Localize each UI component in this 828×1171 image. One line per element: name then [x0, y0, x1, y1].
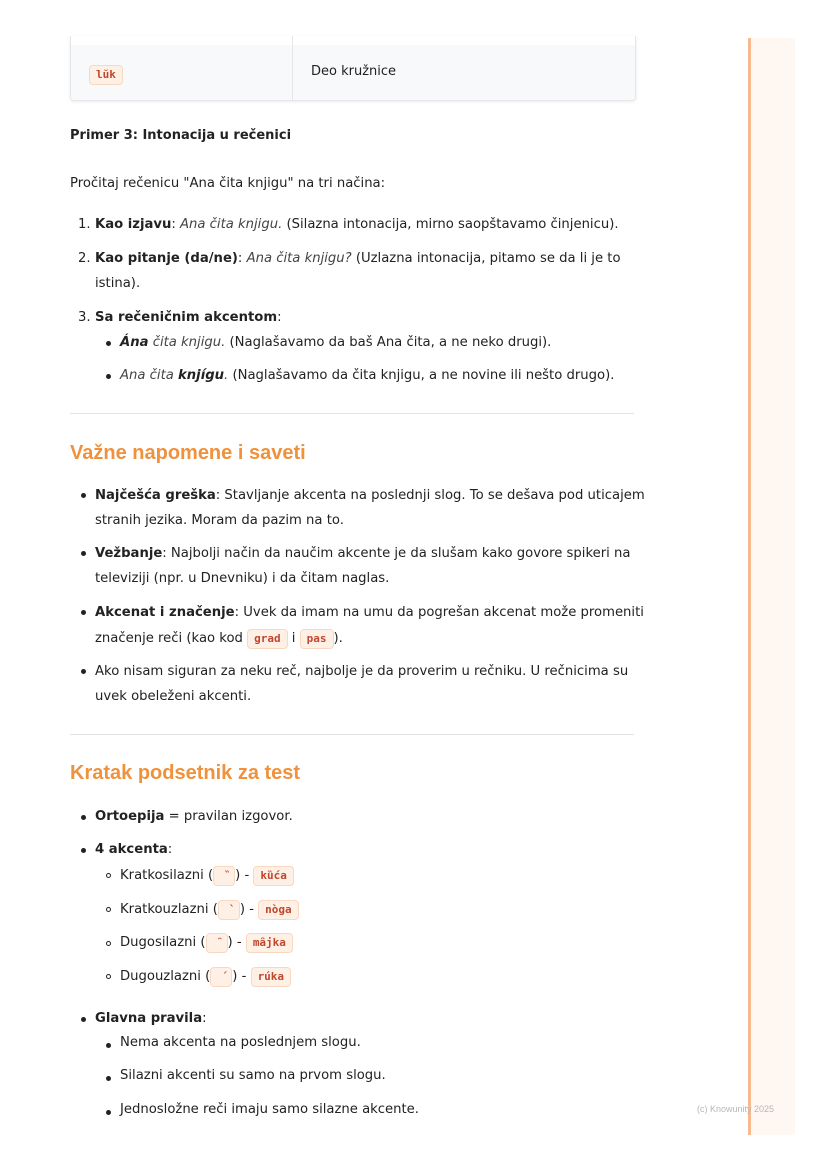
- list-item-continuation: istina).: [95, 276, 141, 291]
- code-grad: grad: [247, 629, 288, 649]
- sub-bullet: [106, 873, 111, 878]
- list-item: Vežbanje: Najbolji način da naučim akcente je da slušam kako govore spikeri na: [95, 546, 631, 561]
- bullet: [81, 551, 86, 556]
- list-number: 1.: [78, 217, 91, 232]
- bullet: [81, 669, 86, 674]
- vocabulary-table: [70, 36, 636, 101]
- bullet: [81, 848, 86, 853]
- sub-bullet: [106, 941, 111, 946]
- sub-list-item: Ána čita knjigu. (Naglašavamo da baš Ana čita, a ne neko drugi).: [120, 335, 552, 350]
- bullet: [81, 815, 86, 820]
- rule-item: Silazni akcenti su samo na prvom slogu.: [120, 1068, 386, 1083]
- bullet: [106, 1110, 111, 1115]
- table-meaning-cell: Deo kružnice: [311, 64, 397, 79]
- sub-list-item: Ana čita knjígu. (Naglašavamo da čita knjigu, a ne novine ili nešto drugo).: [120, 368, 615, 383]
- list-number: 2.: [78, 251, 91, 266]
- bullet: [81, 1017, 86, 1022]
- accent-item: Kratkouzlazni ( ) - nòga: [120, 897, 299, 922]
- list-item-continuation: uvek obeleženi akcenti.: [95, 689, 252, 704]
- example-3-intro: Pročitaj rečenicu "Ana čita knjigu" na tri načina:: [70, 176, 386, 191]
- accent-item: Kratkosilazni ( ) - kȕća: [120, 863, 294, 888]
- side-decoration-strip: [748, 38, 795, 1135]
- list-item: Sa rečeničnim akcentom:: [95, 310, 282, 325]
- list-item-continuation: stranih jezika. Moram da pazim na to.: [95, 513, 344, 528]
- notes-heading: Važne napomene i saveti: [70, 442, 306, 464]
- reminder-heading: Kratak podsetnik za test: [70, 762, 301, 784]
- list-item: Ortoepija = pravilan izgovor.: [95, 809, 293, 824]
- section-divider: [70, 734, 634, 735]
- bullet: [81, 610, 86, 615]
- bullet: [106, 374, 111, 379]
- list-item: Najčešća greška: Stavljanje akcenta na poslednji slog. To se dešava pod uticajem: [95, 488, 645, 503]
- rule-item: Nema akcenta na poslednjem slogu.: [120, 1035, 361, 1050]
- list-item: Kao pitanje (da/ne): Ana čita knjigu? (Uzlazna intonacija, pitamo se da li je to: [95, 251, 621, 266]
- accent-item: Dugouzlazni ( ) - rúka: [120, 964, 291, 989]
- bullet: [106, 1076, 111, 1081]
- list-item-continuation: televiziji (npr. u Dnevniku) i da čitam naglas.: [95, 571, 390, 586]
- list-number: 3.: [78, 310, 91, 325]
- table-divider: [292, 36, 293, 100]
- bullet: [81, 493, 86, 498]
- copyright-footer: (c) Knowunity 2025: [697, 1104, 775, 1114]
- section-divider: [70, 413, 634, 414]
- bullet: [106, 341, 111, 346]
- rule-item: Jednosložne reči imaju samo silazne akcente.: [120, 1102, 419, 1117]
- list-item: Ako nisam siguran za neku reč, najbolje je da proverim u rečniku. U rečnicima su: [95, 664, 629, 679]
- list-item: Glavna pravila:: [95, 1011, 207, 1026]
- sub-bullet: [106, 907, 111, 912]
- code-pas: pas: [300, 629, 334, 649]
- list-item: 4 akcenta:: [95, 842, 173, 857]
- list-item: Akcenat i značenje: Uvek da imam na umu da pogrešan akcenat može promeniti: [95, 605, 644, 620]
- bullet: [106, 1043, 111, 1048]
- accent-item: Dugosilazni ( ) - mȃjka: [120, 930, 293, 955]
- list-item-continuation: značenje reči (kao kod grad i pas ).: [95, 626, 343, 651]
- list-item: Kao izjavu: Ana čita knjigu. (Silazna intonacija, mirno saopštavamo činjenicu).: [95, 217, 619, 232]
- sub-bullet: [106, 974, 111, 979]
- table-term-code: lŭk: [89, 65, 123, 85]
- example-3-heading: Primer 3: Intonacija u rečenici: [70, 128, 292, 143]
